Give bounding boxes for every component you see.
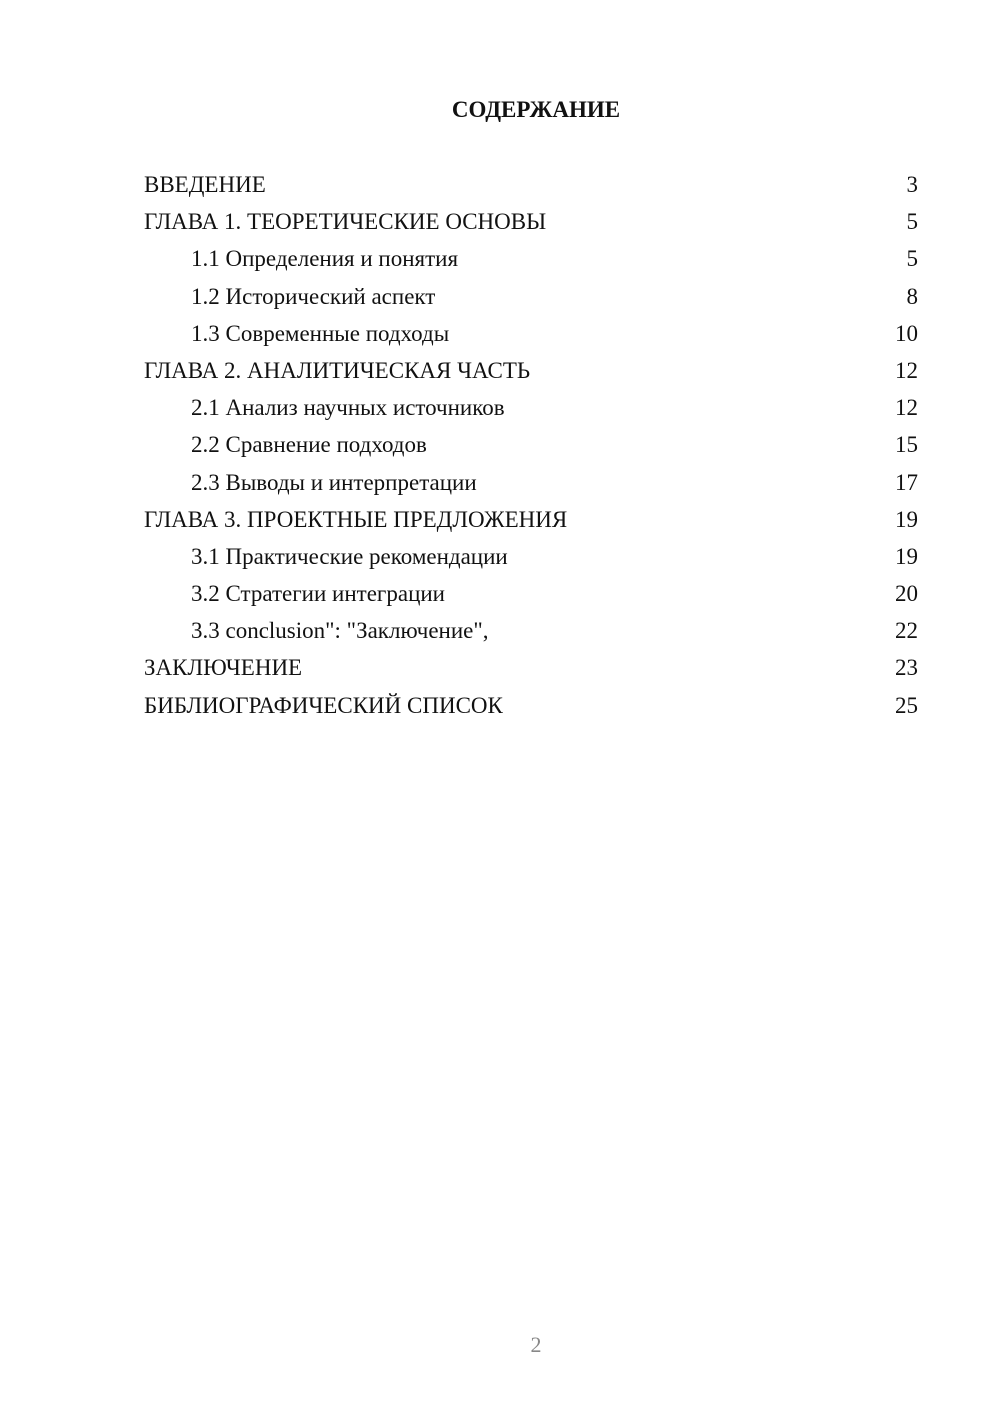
toc-entry-section-2-1[interactable] (144, 389, 918, 426)
toc-entry-page: 5 (906, 209, 918, 235)
toc-entry-label: ЗАКЛЮЧЕНИЕ (144, 655, 303, 681)
toc-entry-page: 12 (895, 357, 918, 383)
toc-entry-page: 23 (895, 655, 918, 681)
toc-entry-bibliography[interactable] (144, 687, 918, 724)
toc-entry-label: ГЛАВА 2. АНАЛИТИЧЕСКАЯ ЧАСТЬ (144, 357, 531, 383)
toc-entry-page: 25 (895, 692, 918, 718)
toc-entry-section-2-3[interactable] (144, 464, 918, 501)
toc-entry-section-2-2[interactable] (144, 426, 918, 463)
toc-entry-section-3-3[interactable] (144, 612, 918, 649)
page-number: 2 (530, 1332, 542, 1357)
toc-entry-page: 5 (906, 246, 918, 272)
toc-entry-chapter-2[interactable] (144, 352, 918, 389)
toc-entry-conclusion[interactable] (144, 649, 918, 686)
toc-entry-label: ГЛАВА 3. ПРОЕКТНЫЕ ПРЕДЛОЖЕНИЯ (144, 506, 568, 532)
toc-entry-page: 17 (895, 469, 918, 495)
toc-entry-chapter-1[interactable] (144, 203, 918, 240)
toc-entry-page: 12 (895, 395, 918, 421)
toc-entry-page: 3 (906, 172, 918, 197)
toc-entry-label: БИБЛИОГРАФИЧЕСКИЙ СПИСОК (144, 692, 503, 718)
toc-entry-page: 19 (895, 543, 918, 569)
toc-entry-page: 20 (895, 581, 918, 607)
toc-entry-label: 3.1 Практические рекомендации (191, 543, 508, 569)
toc-entry-label: 3.3 conclusion": "Заключение", (191, 618, 489, 644)
toc-entry-section-3-2[interactable] (144, 575, 918, 612)
toc-entry-label: ГЛАВА 1. ТЕОРЕТИЧЕСКИЕ ОСНОВЫ (144, 209, 547, 235)
toc-entry-page: 19 (895, 506, 918, 532)
toc-entry-label: 2.2 Сравнение подходов (191, 432, 427, 458)
toc-entry-section-1-3[interactable] (144, 315, 918, 352)
toc-entry-section-3-1[interactable] (144, 538, 918, 575)
toc-entry-label: ВВЕДЕНИЕ (144, 172, 266, 197)
toc-entry-page: 10 (895, 320, 918, 346)
toc-entry-label: 2.1 Анализ научных источников (191, 395, 505, 421)
toc-entry-label: 2.3 Выводы и интерпретации (191, 469, 477, 495)
table-of-contents (144, 166, 918, 724)
toc-entry-label: 1.3 Современные подходы (191, 320, 450, 346)
toc-entry-label: 1.1 Определения и понятия (191, 246, 459, 272)
toc-entry-page: 8 (906, 283, 918, 309)
toc-entry-page: 15 (895, 432, 918, 458)
toc-entry-page: 22 (895, 618, 918, 644)
toc-entry-label: 1.2 Исторический аспект (191, 283, 436, 309)
toc-entry-label: 3.2 Стратегии интеграции (191, 581, 445, 607)
toc-entry-section-1-1[interactable] (144, 240, 918, 277)
page-title: СОДЕРЖАНИЕ (451, 97, 621, 122)
toc-entry-section-1-2[interactable] (144, 278, 918, 315)
toc-entry-introduction[interactable] (144, 166, 918, 203)
toc-entry-chapter-3[interactable] (144, 501, 918, 538)
